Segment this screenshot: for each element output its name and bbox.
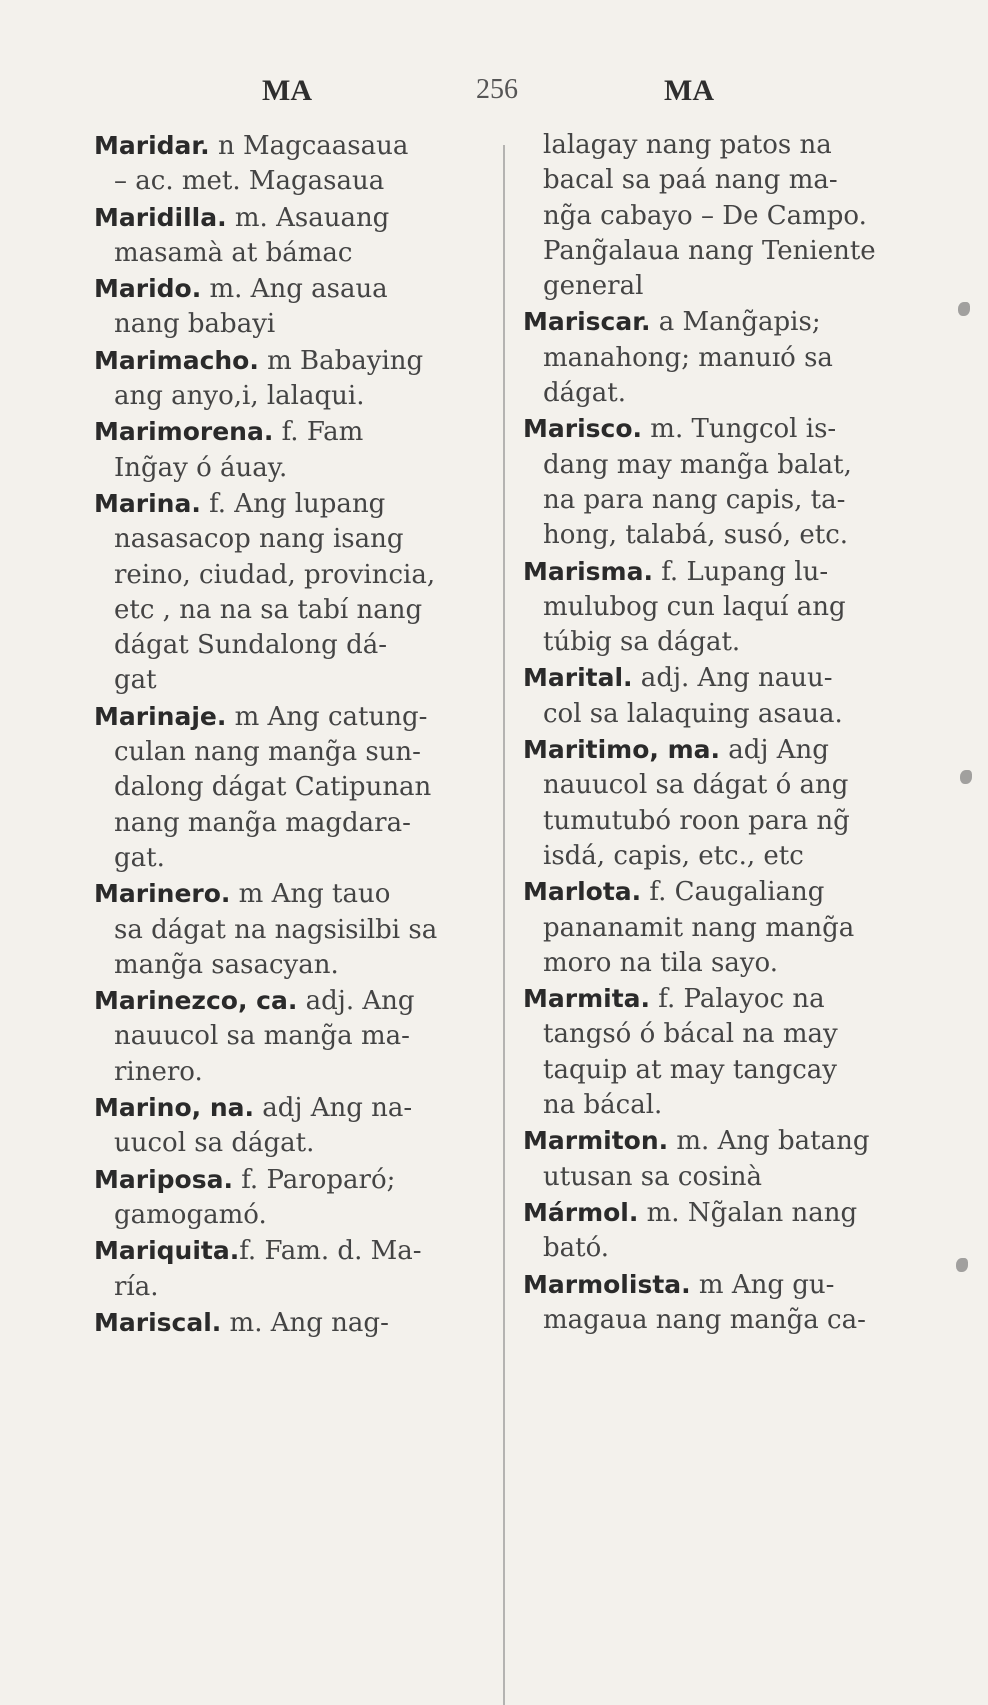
dictionary-entry <box>94 200 486 272</box>
dictionary-entry <box>523 128 919 304</box>
entry-definition-line: – ac. met. Magasaua <box>114 166 385 197</box>
entry-definition-line: moro na tila sayo. <box>543 947 779 978</box>
entry-definition-line: Pang̃alaua nang Teniente <box>543 235 876 266</box>
entry-definition-line: bacal sa paá nang ma- <box>543 165 838 196</box>
entry-definition-line: f. Caugaliang <box>641 877 825 908</box>
entry-headword: Marmiton. <box>523 1126 669 1156</box>
entry-definition-line: m. Ang batang <box>668 1126 870 1157</box>
entry-definition-line: rinero. <box>114 1056 203 1087</box>
dictionary-entry <box>94 414 486 486</box>
header-right-guideword: MA <box>664 74 714 107</box>
entry-definition-line: gat <box>114 665 157 696</box>
entry-headword: Marinezco, ca. <box>94 986 298 1016</box>
entry-definition-line: adj Ang <box>720 735 829 766</box>
dictionary-entry <box>523 411 919 553</box>
entry-headword: Marino, na. <box>94 1093 254 1123</box>
dictionary-entry <box>523 732 919 874</box>
entry-definition-line: dágat. <box>543 378 627 409</box>
entry-definition-line: nauucol sa dágat ó ang <box>543 770 849 801</box>
entry-definition-line: n Magcaasaua <box>209 131 409 161</box>
entry-definition-line: pananamit nang mang̃a <box>543 912 855 943</box>
entry-definition-line: nauucol sa mang̃a ma- <box>114 1021 410 1052</box>
entry-definition-line: uucol sa dágat. <box>114 1128 315 1159</box>
entry-definition-line: f. Palayoc na <box>650 984 825 1015</box>
entry-definition-line: m. Asauang <box>226 202 390 233</box>
page-blemish <box>958 302 970 316</box>
entry-definition-line: gat. <box>114 842 165 873</box>
dictionary-entry <box>94 1162 486 1234</box>
entry-definition-line: masamà at bámac <box>114 237 353 268</box>
entry-headword: Marmita. <box>523 984 651 1014</box>
page-blemish <box>960 770 972 784</box>
entry-headword: Marimorena. <box>94 417 274 447</box>
dictionary-entry <box>94 983 486 1090</box>
entry-headword: Maridar. <box>94 131 210 160</box>
entry-definition-line: m. Ng̃alan nang <box>638 1197 858 1228</box>
right-column <box>523 128 919 1338</box>
dictionary-entry <box>94 1305 486 1341</box>
entry-headword: Mariposa. <box>94 1164 233 1194</box>
entry-definition-line: mulubog cun laquí ang <box>543 591 846 622</box>
entry-definition-line: manahong; manuɪó sa <box>543 342 833 373</box>
entry-definition-line: dang may mang̃a balat, <box>543 449 852 480</box>
entry-definition-line: lalagay nang patos na <box>543 130 832 160</box>
column-divider <box>503 145 505 1705</box>
page-blemish <box>956 1258 968 1272</box>
entry-definition-line: magaua nang mang̃a ca- <box>543 1304 866 1335</box>
dictionary-entry <box>94 1090 486 1162</box>
left-column <box>94 128 486 1341</box>
entry-definition-line: taquip at may tangcay <box>543 1054 837 1085</box>
entry-definition-line: m Babaying <box>258 345 424 376</box>
entry-definition-line: f. Fam. d. Ma- <box>239 1236 422 1267</box>
entry-definition-line: hong, talabá, susó, etc. <box>543 520 849 551</box>
entry-definition-line: mang̃a sasacyan. <box>114 949 339 980</box>
entry-definition-line: adj. Ang nauu- <box>632 663 833 694</box>
entry-headword: Mariscal. <box>94 1307 222 1337</box>
entry-headword: Marital. <box>523 663 633 693</box>
dictionary-entry <box>523 1267 919 1339</box>
entry-definition-line: isdá, capis, etc., etc <box>543 840 804 871</box>
entry-definition-line: tangsó ó bácal na may <box>543 1019 838 1050</box>
dictionary-entry <box>94 699 486 876</box>
entry-definition-line: nang babayi <box>114 309 276 340</box>
entry-definition-line: f. Fam <box>273 417 364 448</box>
entry-definition-line: m Ang gu- <box>690 1269 835 1300</box>
dictionary-entry <box>94 1233 486 1305</box>
entry-definition-line: na para nang capis, ta- <box>543 484 846 515</box>
dictionary-entry <box>523 554 919 661</box>
entry-headword: Marido. <box>94 274 202 304</box>
dictionary-entry <box>523 1123 919 1195</box>
dictionary-entry <box>523 874 919 981</box>
entry-definition-line: m. Ang nag- <box>221 1307 389 1338</box>
entry-definition-line: Ing̃ay ó áuay. <box>114 452 288 483</box>
dictionary-entry <box>94 271 486 343</box>
page-header <box>0 74 988 118</box>
entry-definition-line: sa dágat na nagsisilbi sa <box>114 914 438 945</box>
entry-definition-line: reino, ciudad, provincia, <box>114 559 436 590</box>
dictionary-entry <box>523 660 919 732</box>
entry-definition-line: gamogamó. <box>114 1199 267 1230</box>
entry-headword: Marinero. <box>94 879 231 909</box>
entry-headword: Mariquita. <box>94 1236 240 1266</box>
entry-headword: Marisma. <box>523 556 653 586</box>
entry-definition-line: etc , na na sa tabí nang <box>114 594 423 625</box>
dictionary-entry <box>94 343 486 415</box>
entry-headword: Marimacho. <box>94 345 259 375</box>
entry-definition-line: tumutubó roon para ng̃ <box>543 805 850 836</box>
entry-definition-line: ría. <box>114 1271 159 1302</box>
entry-definition-line: ng̃a cabayo – De Campo. <box>543 200 867 231</box>
entry-definition-line: túbig sa dágat. <box>543 627 741 658</box>
entry-definition-line: m Ang tauo <box>230 879 391 910</box>
dictionary-entry <box>523 981 919 1123</box>
dictionary-entry <box>523 304 919 411</box>
entry-headword: Marina. <box>94 488 201 518</box>
entry-definition-line: f. Paroparó; <box>232 1164 396 1195</box>
entry-definition-line: bató. <box>543 1233 610 1264</box>
entry-definition-line: m. Tungcol is- <box>642 414 837 445</box>
entry-definition-line: nasasacop nang isang <box>114 524 404 555</box>
entry-definition-line: general <box>543 271 644 302</box>
entry-headword: Marisco. <box>523 414 643 444</box>
entry-headword: Mariscar. <box>523 307 651 337</box>
header-left-guideword: MA <box>262 74 312 107</box>
entry-headword: Marlota. <box>523 877 642 907</box>
dictionary-entry <box>94 876 486 983</box>
entry-definition-line: dágat Sundalong dá- <box>114 630 387 661</box>
dictionary-entry <box>94 128 486 200</box>
entry-definition-line: culan nang mang̃a sun- <box>114 737 421 768</box>
entry-definition-line: dalong dágat Catipunan <box>114 772 432 803</box>
entry-headword: Marmolista. <box>523 1269 691 1299</box>
dictionary-entry <box>94 486 486 699</box>
entry-definition-line: ang anyo,i, lalaqui. <box>114 381 365 412</box>
dictionary-entry <box>523 1195 919 1267</box>
entry-definition-line: nang mang̃a magdara- <box>114 807 411 838</box>
entry-definition-line: na bácal. <box>543 1090 663 1121</box>
entry-headword: Maridilla. <box>94 202 227 232</box>
entry-definition-line: f. Lupang lu- <box>652 556 829 587</box>
entry-definition-line: col sa lalaquing asaua. <box>543 698 843 729</box>
entry-headword: Marinaje. <box>94 701 227 731</box>
entry-definition-line: adj. Ang <box>297 986 415 1017</box>
entry-definition-line: adj Ang na- <box>254 1093 413 1124</box>
entry-definition-line: utusan sa cosinà <box>543 1161 763 1192</box>
entry-headword: Mármol. <box>523 1197 639 1227</box>
entry-headword: Maritimo, ma. <box>523 735 721 765</box>
entry-definition-line: a Mang̃apis; <box>650 307 821 338</box>
entry-definition-line: f. Ang lupang <box>200 488 386 519</box>
entry-definition-line: m Ang catung- <box>226 701 428 732</box>
entry-definition-line: m. Ang asaua <box>201 274 388 305</box>
page-number: 256 <box>476 74 518 105</box>
